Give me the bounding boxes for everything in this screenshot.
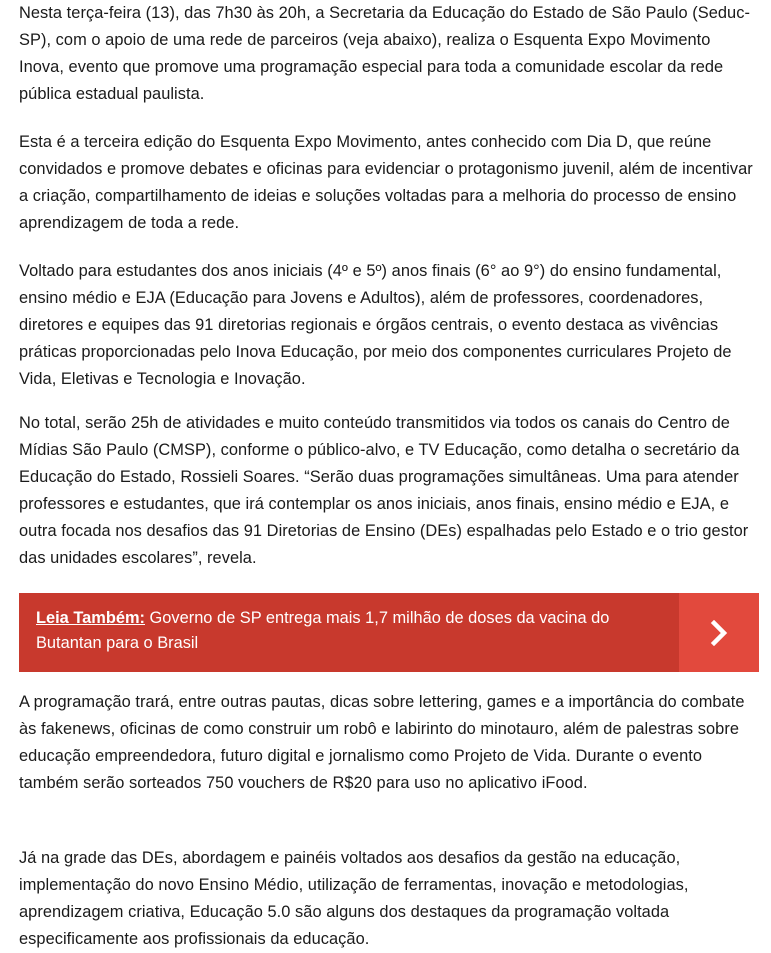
article-paragraph: A programação trará, entre outras pautas, dicas sobre lettering, games e a importância do combate às fakenews, oficinas de como construir um robô e labirinto do minotauro, além de palestras sobre educação empreendedora, futuro digital e jornalismo como Projeto de Vida. Durante o evento também serão sorteados 750 vouchers de R$20 para uso no aplicativo iFood.	[19, 693, 745, 792]
read-also-text[interactable]	[19, 593, 679, 672]
article-paragraph: Já na grade das DEs, abordagem e painéis voltados aos desafios da gestão na educação, implementação do novo Ensino Médio, utilização de ferramentas, inovação e metodologias, aprendizagem criativa, Educação 5.0 são alguns dos destaques da programação voltada especificamente aos profissionais da educação.	[19, 849, 689, 948]
article-paragraph: Esta é a terceira edição do Esquenta Expo Movimento, antes conhecido com Dia D, que reúne convidados e promove debates e oficinas para evidenciar o protagonismo juvenil, além de incentivar a criação, compartilhamento de ideias e soluções voltadas para a melhoria do processo de ensino aprendizagem de toda a rede.	[19, 133, 753, 232]
read-also-headline[interactable]: Governo de SP entrega mais 1,7 milhão de doses da vacina do Butantan para o Brasil	[36, 609, 610, 652]
article-paragraph: No total, serão 25h de atividades e muito conteúdo transmitidos via todos os canais do Centro de Mídias São Paulo (CMSP), conforme o público-alvo, e TV Educação, como detalha o secretário da Educação do Estado, Rossieli Soares. “Serão duas programações simultâneas. Uma para atender professores e estudantes, que irá contemplar os anos iniciais, anos finais, ensino médio e EJA, e outra focada nos desafios das 91 Diretorias de Ensino (DEs) espalhadas pelo Estado e o trio gestor das unidades escolares”, revela.	[19, 414, 749, 567]
read-also-arrow-button[interactable]	[679, 593, 759, 672]
article-paragraph: Nesta terça-feira (13), das 7h30 às 20h, a Secretaria da Educação do Estado de São Paulo (Seduc-SP), com o apoio de uma rede de parceiros (veja abaixo), realiza o Esquenta Expo Movimento Inova, evento que promove uma programação especial para toda a comunidade escolar da rede pública estadual paulista.	[19, 4, 750, 103]
read-also-banner[interactable]	[19, 593, 759, 672]
article-paragraph: Voltado para estudantes dos anos iniciais (4º e 5º) anos finais (6° ao 9°) do ensino fundamental, ensino médio e EJA (Educação para Jovens e Adultos), além de professores, coordenadores, diretores e equipes das 91 diretorias regionais e órgãos centrais, o evento destaca as vivências práticas proporcionadas pelo Inova Educação, por meio dos componentes curriculares Projeto de Vida, Eletivas e Tecnologia e Inovação.	[19, 262, 732, 388]
chevron-right-icon	[709, 620, 729, 646]
read-also-label[interactable]: Leia Também:	[36, 609, 145, 627]
